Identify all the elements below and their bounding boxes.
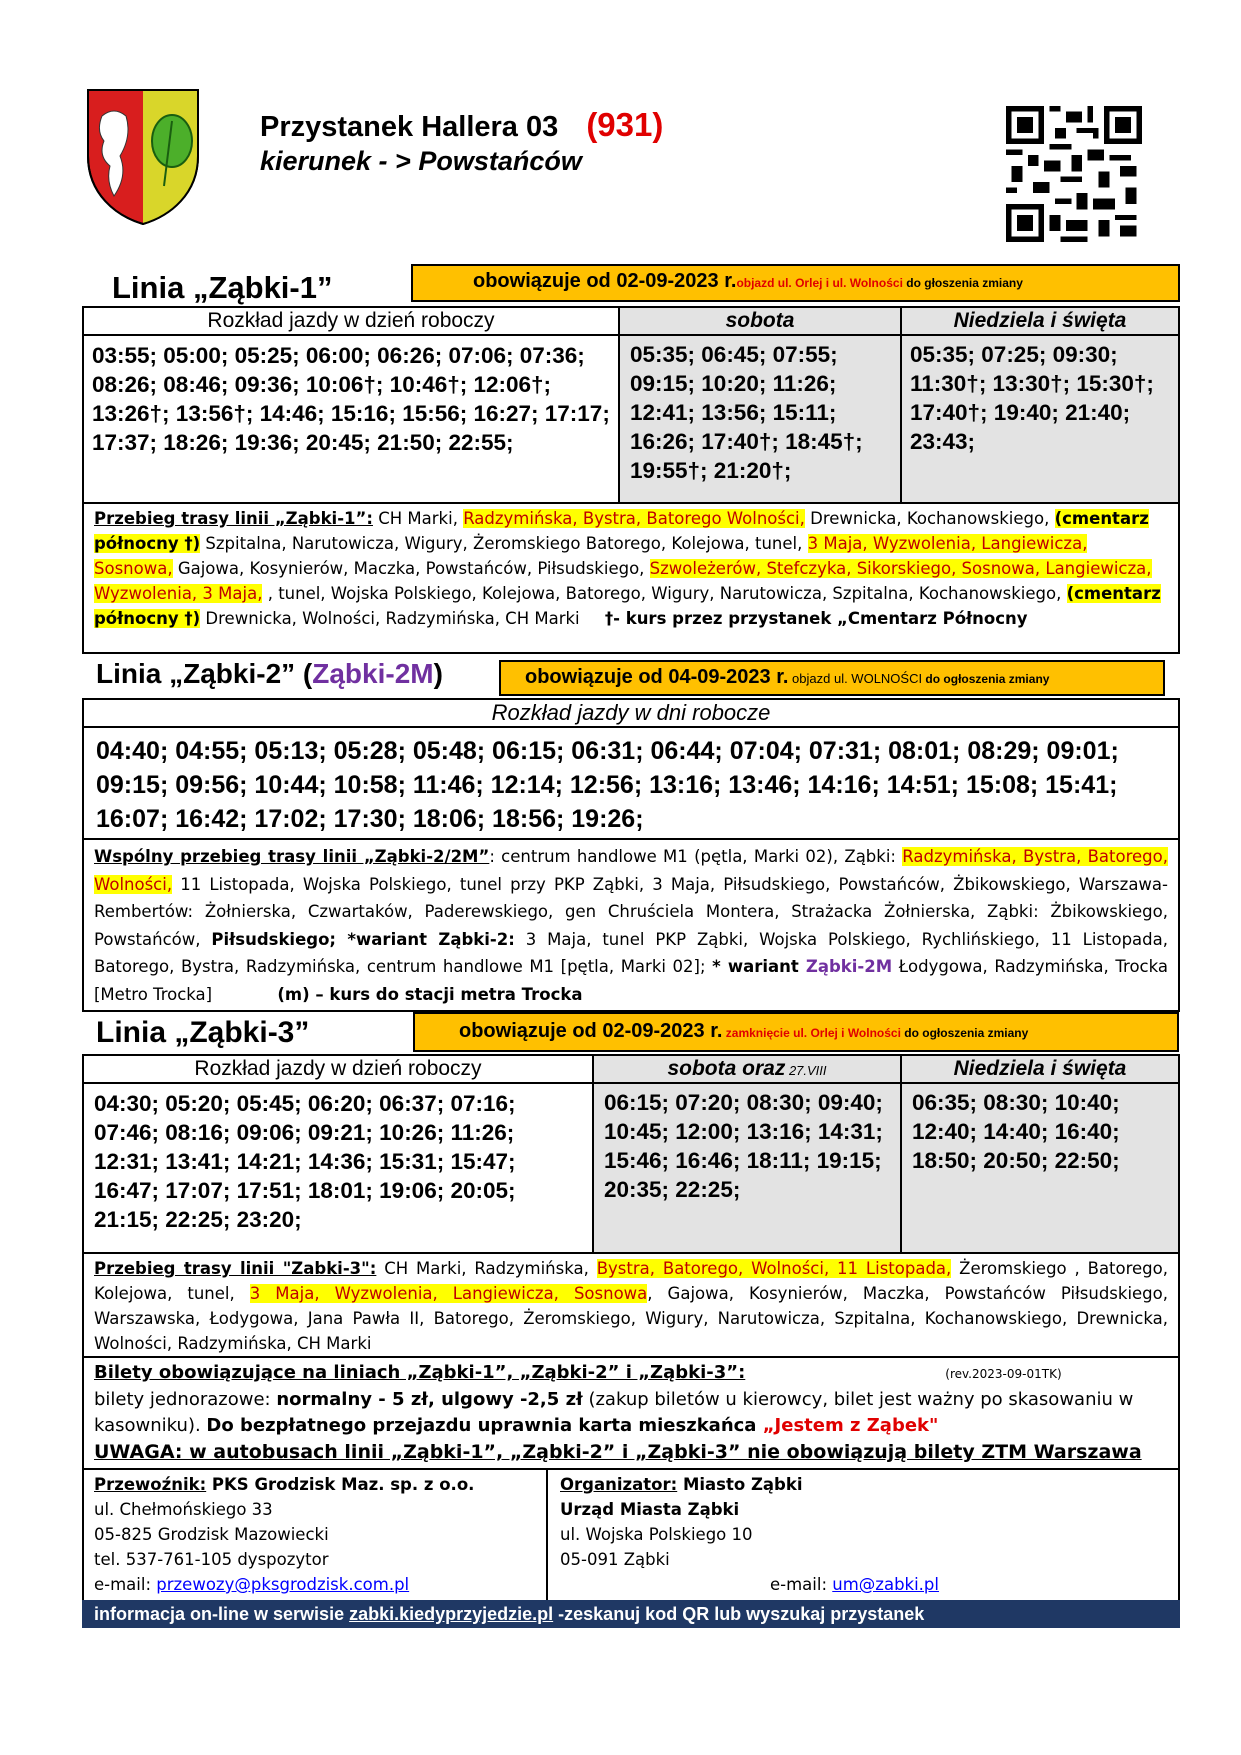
route-text: 3 Maja, tunel PKP Ząbki, Wojska Polskiego, Rychlińskiego, 11 Listopada, Batorego, Bystra, Radzymińska, centrum handlowe M1 [pętla, Marki 02]; (94, 929, 1168, 976)
line3-valid-detour: zamknięcie ul. Orlej i Wolności (722, 1026, 901, 1040)
route-text: Żeromskiego , Batorego, Kolejowa, tunel, (94, 1259, 1168, 1303)
organizer-city: 05-091 Ząbki (560, 1550, 670, 1569)
line3-title: Linia „Ząbki-3” (96, 1016, 310, 1049)
line2-route-note: (m) – kurs do stacji metra Trocka (277, 984, 583, 1004)
line2-weekday-times: 04:40; 04:55; 05:13; 05:28; 05:48; 06:15; 06:31; 06:44; 07:04; 07:31; 08:01; 08:29; 09:01; 09:15; 09:56; 10:44; 10:58; 11:46; 12:14; 12:56; 13:16; 13:46; 14:16; 14:51; 15:08; 15:41; 16:07; 16:42; 17:02; 17:30; 18:06; 18:56; 19:26; (96, 737, 1119, 833)
line2-route-label: Wspólny przebieg trasy linii „Ząbki-2/2M” (94, 847, 490, 866)
route-text: Drewnicka, Wolności, Radzymińska, CH Marki (200, 609, 580, 628)
route-text: , tunel, Wojska Polskiego, Kolejowa, Batorego, Wigury, Narutowicza, Szpitalna, Kochanowskiego, (262, 584, 1067, 603)
organizer-email-link[interactable]: um@zabki.pl (832, 1575, 939, 1594)
route-highlight: 3 Maja, Wyzwolenia, Langiewicza, Sosnowa, (94, 534, 1088, 578)
route-text: , Gajowa, Kosynierów, Maczka, Powstańców Piłsudskiego, Warszawska, Łodygowa, Jana Pawła II, Batorego, Żeromskiego, Wigury, Narutowicza, Szpitalna, Kochanowskiego, Drewnicka, Wolności, Radzymińska, CH Marki (94, 1284, 1168, 1353)
line3-validity (413, 1012, 1179, 1052)
line1-col-saturday: sobota (620, 308, 902, 336)
line1-route (82, 504, 1180, 654)
line1-sunday-times: 05:35; 07:25; 09:30; 11:30†; 13:30†; 15:30†; 17:40†; 19:40; 21:40; 23:43; (902, 336, 1178, 502)
line3-sunday-times: 06:35; 08:30; 10:40; 12:40; 14:40; 16:40; 18:50; 20:50; 22:50; (902, 1084, 1178, 1252)
tickets-prices: normalny - 5 zł, ulgowy -2,5 zł (276, 1389, 583, 1410)
carrier-phone: tel. 537-761-105 dyspozytor (94, 1550, 329, 1569)
line2-col-weekday: Rozkład jazdy w dni robocze (84, 700, 1178, 728)
line3-weekday-times: 04:30; 05:20; 05:45; 06:20; 06:37; 07:16; 07:46; 08:16; 09:06; 09:21; 10:26; 11:26; 12:31; 13:41; 14:21; 14:36; 15:31; 15:47; 16:47; 17:07; 17:51; 18:01; 19:06; 20:05; 21:15; 22:25; 23:20; (84, 1084, 594, 1252)
line2-valid-main: obowiązuje od 04-09-2023 r. (525, 666, 789, 688)
organizer-email-label: e-mail: (770, 1575, 833, 1594)
line2-title-a: Linia „Ząbki-2” ( (96, 658, 313, 689)
organizer-box (546, 1470, 1180, 1602)
route-highlight: 3 Maja, Wyzwolenia, Langiewicza, Sosnowa (249, 1284, 648, 1303)
qr-code-icon[interactable] (1006, 106, 1142, 242)
route-highlight: Szwoleżerów, Stefczyka, Sikorskiego, Sosnowa, Langiewicza, Wyzwolenia, 3 Maja, (94, 559, 1152, 603)
line3-valid-end: do ogłoszenia zmiany (900, 1026, 1029, 1040)
tickets-warning: UWAGA: w autobusach linii „Ząbki-1”, „Ząbki-2” i „Ząbki-3” nie obowiązują bilety ZTM Warszawa (94, 1441, 1142, 1463)
carrier-email-link[interactable]: przewozy@pksgrodzisk.com.pl (156, 1575, 410, 1594)
route-text: Drewnicka, Kochanowskiego, (804, 509, 1055, 528)
line2-title (96, 658, 443, 690)
tickets-title: Bilety obowiązujące na liniach „Ząbki-1”, „Ząbki-2” i „Ząbki-3”: (94, 1362, 746, 1383)
coat-of-arms (84, 86, 202, 226)
line3-saturday-times: 06:15; 07:20; 08:30; 09:40; 10:45; 12:00; 13:16; 14:31; 15:46; 16:46; 18:11; 19:15; 20:35; 22:25; (594, 1084, 902, 1252)
direction: kierunek - > Powstańców (260, 146, 582, 176)
organizer-name: Miasto Ząbki (677, 1475, 803, 1494)
line3-route (82, 1254, 1180, 1358)
line3-col-saturday-label: sobota oraz (667, 1057, 786, 1080)
route-variant: Ząbki-2M (805, 957, 893, 976)
route-bold: * wariant (712, 957, 806, 976)
organizer-office: Urząd Miasta Ząbki (560, 1500, 740, 1519)
tickets-free: Do bezpłatnego przejazdu uprawnia karta mieszkańca (206, 1415, 763, 1436)
line1-valid-detour: objazd ul. Orlej i ul. Wolności (736, 276, 903, 290)
line1-valid-main: obowiązuje od 02-09-2023 r. (473, 270, 737, 292)
line2-route (82, 840, 1180, 1012)
line1-saturday-times: 05:35; 06:45; 07:55; 09:15; 10:20; 11:26; 12:41; 13:56; 15:11; 16:26; 17:40†; 18:45†; 19:55†; 21:20†; (620, 336, 902, 502)
tickets-card: „Jestem z Ząbek" (762, 1415, 939, 1436)
route-text: Szpitalna, Narutowicza, Wigury, Żeromskiego Batorego, Kolejowa, tunel, (200, 534, 808, 553)
line1-route-label: Przebieg trasy linii „Ząbki-1”: (94, 509, 373, 528)
line1-route-note: †- kurs przez przystanek „Cmentarz Północny (604, 609, 1028, 628)
route-highlight: (cmentarz północny †) (94, 584, 1161, 628)
line1-title: Linia „Ząbki-1” (112, 270, 333, 305)
carrier-email-label: e-mail: (94, 1575, 157, 1594)
route-text: Łodygowa, Radzymińska, Trocka [Metro Trocka] (94, 957, 1168, 1004)
route-text: Gajowa, Kosynierów, Maczka, Powstańców, Piłsudskiego, (172, 559, 650, 578)
route-text: : centrum handlowe M1 (pętla, Marki 02), Ząbki: (489, 847, 903, 866)
line2-valid-end: do ogłoszenia zmiany (922, 672, 1050, 686)
route-text: CH Marki, Radzymińska, (376, 1259, 597, 1278)
line1-valid-end: do głoszenia zmiany (902, 276, 1023, 290)
route-highlight: Radzymińska, Bystra, Batorego, Wolności, (94, 847, 1168, 894)
organizer-label: Organizator: (560, 1475, 678, 1494)
line2-valid-detour: objazd ul. WOLNOŚCI (788, 671, 923, 686)
line3-col-saturday-date: 27.VIII (785, 1063, 827, 1078)
line2-validity (499, 660, 1165, 696)
line3-col-saturday (594, 1056, 902, 1084)
line3-table (82, 1054, 1180, 1254)
tickets-rev: (rev.2023-09-01TK) (945, 1367, 1062, 1381)
line3-valid-main: obowiązuje od 02-09-2023 r. (459, 1020, 723, 1042)
carrier-box (82, 1470, 548, 1602)
line3-route-label: Przebieg trasy linii "Zabki-3": (94, 1259, 377, 1278)
route-bold: Piłsudskiego; *wariant Ząbki-2: (211, 929, 515, 949)
route-highlight: Bystra, Batorego, Wolności, 11 Listopada, (596, 1259, 952, 1278)
line1-col-sunday: Niedziela i święta (902, 308, 1178, 336)
carrier-name: PKS Grodzisk Maz. sp. z o.o. (206, 1475, 475, 1494)
route-text: 11 Listopada, Wojska Polskiego, tunel przy PKP Ząbki, 3 Maja, Piłsudskiego, Powstańców, Żbikowskiego, Warszawa-Rembertów: Żołnierska, Czwartaków, Paderewskiego, gen Chruściela Montera, Strażacka Żołnierska, Ząbki: Żbikowskiego, Powstańców, (94, 874, 1168, 949)
organizer-street: ul. Wojska Polskiego 10 (560, 1525, 753, 1544)
route-highlight: Radzymińska, Bystra, Batorego Wolności, (463, 509, 805, 528)
carrier-street: ul. Chełmońskiego 33 (94, 1500, 273, 1519)
line2-title-c: ) (433, 658, 443, 689)
footer-bar (82, 1600, 1180, 1628)
tickets-text: bilety jednorazowe: (94, 1389, 277, 1410)
carrier-label: Przewoźnik: (94, 1475, 207, 1494)
footer-link[interactable]: zabki.kiedyprzyjedzie.pl (349, 1604, 554, 1624)
carrier-city: 05-825 Grodzisk Mazowiecki (94, 1525, 329, 1544)
line1-validity (411, 264, 1180, 302)
footer-text: informacja on-line w serwisie (94, 1604, 350, 1624)
route-highlight: (cmentarz północny †) (94, 509, 1149, 553)
stop-title (260, 106, 663, 144)
stop-name: Przystanek Hallera 03 (260, 111, 559, 143)
tickets-box (82, 1358, 1180, 1470)
route-text: CH Marki, (373, 509, 464, 528)
line2-title-variant: Ząbki-2M (312, 658, 434, 689)
footer-text: -zeskanuj kod QR lub wyszukaj przystanek (553, 1604, 925, 1624)
stop-code: (931) (586, 106, 664, 143)
line3-col-sunday: Niedziela i święta (902, 1056, 1178, 1084)
line2-table (82, 698, 1180, 840)
line3-col-weekday: Rozkład jazdy w dzień roboczy (84, 1056, 594, 1084)
tickets-text: (zakup biletów u kierowcy, bilet jest ważny po skasowaniu w kasowniku). (94, 1389, 1134, 1436)
line1-weekday-times: 03:55; 05:00; 05:25; 06:00; 06:26; 07:06; 07:36; 08:26; 08:46; 09:36; 10:06†; 10:46†; 12:06†; 13:26†; 13:56†; 14:46; 15:16; 15:56; 16:27; 17:17; 17:37; 18:26; 19:36; 20:45; 21:50; 22:55; (84, 336, 620, 502)
line1-col-weekday: Rozkład jazdy w dzień roboczy (84, 308, 620, 336)
line1-table (82, 306, 1180, 504)
